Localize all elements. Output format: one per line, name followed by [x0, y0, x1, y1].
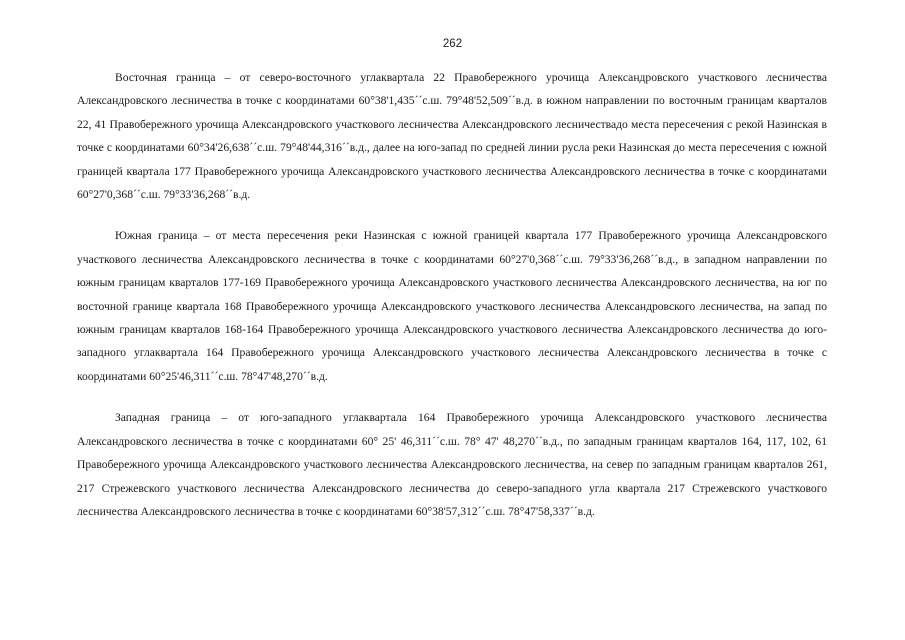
paragraph-west-border: Западная граница – от юго-западного углаквартала 164 Правобережного урочища Александровского участкового лесничества Александровского лесничества в точке с координатами 60° 25' 46,311´´с.ш. 78° 47' 48,270´´в.д., по западным границам кварталов 164, 117, 102, 61 Правобережного урочища Александровского участкового лесничества Александровского лесничества, на север по западным границам кварталов 261, 217 Стрежевского участкового лесничества Александровского лесничества до северо-западного угла квартала 217 Стрежевского участкового лесничества Александровского лесничества в точке с координатами 60°38'57,312´´с.ш. 78°47'58,337´´в.д.	[77, 411, 827, 518]
paragraph-south-border: Южная граница – от места пересечения реки Назинская с южной границей квартала 177 Правобережного урочища Александровского участкового лесничества Александровского лесничества в точке с координатами 60°27'0,368´´с.ш. 79°33'36,268´´в.д., в западном направлении по южным границам кварталов 177-169 Правобережного урочища Александровского участкового лесничества Александровского лесничества, на юг по восточной границе квартала 168 Правобережного урочища Александровского участкового лесничества Александровского лесничества, на запад по южным границам кварталов 168-164 Правобережного урочища Александровского участкового лесничества Александровского лесничества до юго-западного углаквартала 164 Правобережного урочища Александровского участкового лесничества Александровского лесничества в точке с координатами 60°25'46,311´´с.ш. 78°47'48,270´´в.д.	[77, 229, 827, 383]
page-number: 262	[442, 38, 463, 50]
paragraph-east-border: Восточная граница – от северо-восточного углаквартала 22 Правобережного урочища Александровского участкового лесничества Александровского лесничества в точке с координатами 60°38'1,435´´с.ш. 79°48'52,509´´в.д. в южном направлении по восточным границам кварталов 22, 41 Правобережного урочища Александровского участкового лесничества Александровского лесничествадо места пересечения с рекой Назинская в точке с координатами 60°34'26,638´´с.ш. 79°48'44,316´´в.д., далее на юго-запад по средней линии русла реки Назинская до места пересечения с южной границей квартала 177 Правобережного урочища Александровского участкового лесничества Александровского лесничества в точке с координатами 60°27'0,368´´с.ш. 79°33'36,268´´в.д.	[77, 71, 827, 202]
document-body	[77, 66, 827, 541]
